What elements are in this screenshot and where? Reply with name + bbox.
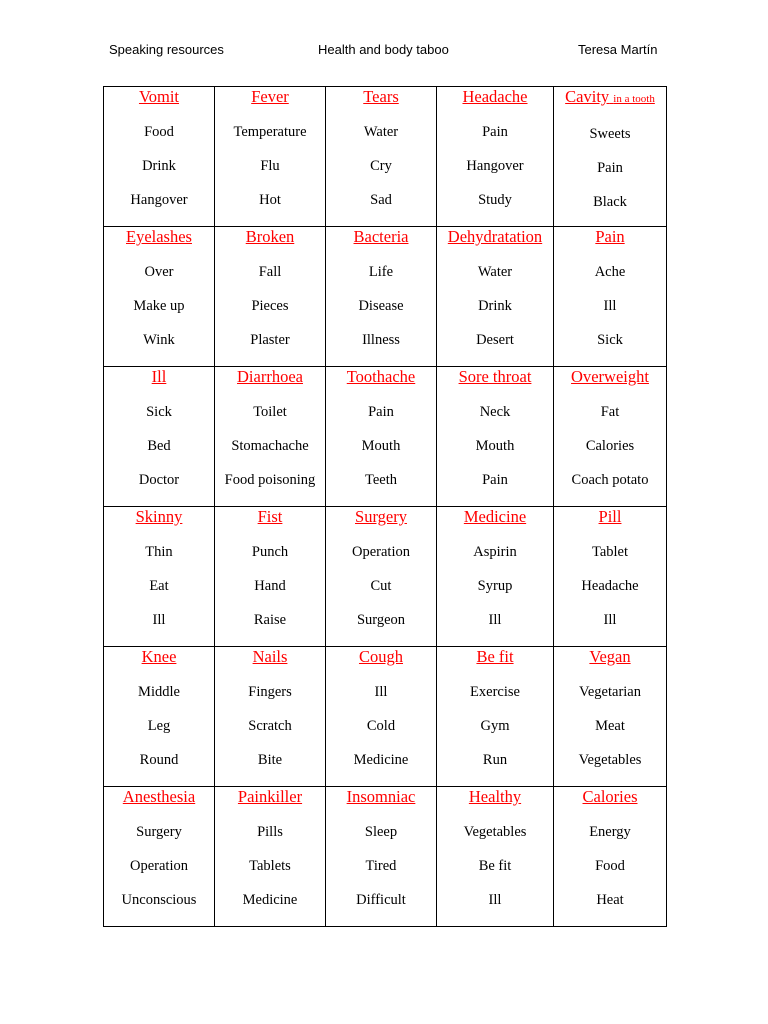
taboo-forbidden-word: Sick	[597, 332, 623, 348]
taboo-forbidden-word: Round	[139, 752, 179, 768]
taboo-forbidden-word: Vegetarian	[579, 684, 641, 700]
taboo-forbidden-word: Vegetables	[463, 824, 527, 840]
taboo-forbidden-word: Hangover	[466, 158, 524, 174]
taboo-card	[104, 227, 215, 367]
table-row	[104, 507, 667, 647]
taboo-card-title-word: Cavity	[565, 87, 610, 106]
taboo-forbidden-word: Gym	[480, 718, 510, 734]
taboo-forbidden-word: Teeth	[365, 472, 397, 488]
taboo-card-title	[215, 88, 325, 106]
taboo-card-title-word: Calories	[582, 787, 638, 806]
taboo-forbidden-word: Pain	[482, 124, 508, 140]
page-header	[0, 42, 768, 62]
taboo-card	[437, 367, 554, 507]
taboo-forbidden-word: Energy	[589, 824, 631, 840]
taboo-card-title-word: Diarrhoea	[237, 367, 303, 386]
taboo-forbidden-word: Surgeon	[356, 612, 406, 628]
taboo-card	[215, 87, 326, 227]
taboo-forbidden-word: Doctor	[138, 472, 180, 488]
taboo-forbidden-word: Ill	[603, 298, 617, 314]
taboo-forbidden-word: Pain	[482, 472, 508, 488]
taboo-forbidden-word: Mouth	[475, 438, 515, 454]
taboo-card-title	[554, 648, 666, 666]
taboo-forbidden-word: Eat	[149, 578, 169, 594]
taboo-forbidden-word: Be fit	[478, 858, 512, 874]
taboo-forbidden-word: Ill	[488, 892, 502, 908]
taboo-forbidden-word: Hand	[254, 578, 286, 594]
taboo-card-title	[326, 368, 436, 386]
taboo-card	[104, 367, 215, 507]
taboo-card-title	[437, 788, 553, 806]
table-row	[104, 367, 667, 507]
taboo-card-title	[437, 508, 553, 526]
taboo-card	[104, 507, 215, 647]
taboo-card	[554, 507, 667, 647]
taboo-forbidden-word: Study	[478, 192, 512, 208]
taboo-card	[554, 367, 667, 507]
taboo-forbidden-word: Food	[595, 858, 625, 874]
taboo-card-title	[326, 648, 436, 666]
taboo-card-title	[104, 228, 214, 246]
taboo-forbidden-word: Unconscious	[121, 892, 197, 908]
taboo-card-title-word: Healthy	[468, 787, 522, 806]
taboo-card-title	[104, 88, 214, 106]
taboo-card-title	[437, 228, 553, 246]
taboo-forbidden-word: Fingers	[248, 684, 292, 700]
taboo-forbidden-word: Black	[593, 194, 627, 210]
taboo-forbidden-word: Sleep	[364, 824, 398, 840]
taboo-forbidden-word: Medicine	[242, 892, 298, 908]
taboo-forbidden-word: Hangover	[130, 192, 188, 208]
taboo-forbidden-word: Aspirin	[473, 544, 517, 560]
taboo-card-title-word: Surgery	[355, 507, 407, 526]
taboo-forbidden-word: Pain	[368, 404, 394, 420]
taboo-card	[437, 647, 554, 787]
taboo-forbidden-word: Water	[363, 124, 399, 140]
taboo-forbidden-word: Vegetables	[578, 752, 642, 768]
taboo-forbidden-word: Desert	[476, 332, 514, 348]
taboo-forbidden-word: Make up	[133, 298, 185, 314]
taboo-forbidden-word: Punch	[251, 544, 289, 560]
taboo-card-title	[437, 88, 553, 106]
taboo-card-title	[554, 788, 666, 806]
taboo-forbidden-word: Disease	[358, 298, 404, 314]
taboo-forbidden-word: Food poisoning	[224, 472, 316, 488]
taboo-forbidden-word: Surgery	[136, 824, 182, 840]
taboo-card-title-word: Headache	[462, 87, 528, 106]
taboo-card-title	[215, 788, 325, 806]
table-row	[104, 787, 667, 927]
taboo-card	[437, 507, 554, 647]
taboo-forbidden-word: Middle	[138, 684, 180, 700]
taboo-card	[437, 227, 554, 367]
taboo-forbidden-word: Tired	[365, 858, 397, 874]
taboo-forbidden-word: Wink	[143, 332, 175, 348]
table-row	[104, 227, 667, 367]
taboo-card-title	[326, 508, 436, 526]
taboo-card	[326, 787, 437, 927]
table-row	[104, 647, 667, 787]
taboo-forbidden-word: Leg	[147, 718, 171, 734]
taboo-card	[326, 227, 437, 367]
taboo-card	[326, 647, 437, 787]
taboo-forbidden-word: Neck	[479, 404, 511, 420]
taboo-forbidden-word: Plaster	[250, 332, 290, 348]
taboo-card-title-word: Cough	[358, 647, 403, 666]
taboo-forbidden-word: Fall	[258, 264, 282, 280]
taboo-card-table	[103, 86, 667, 927]
taboo-card	[437, 787, 554, 927]
taboo-forbidden-word: Raise	[253, 612, 287, 628]
taboo-card-title	[104, 788, 214, 806]
taboo-card-title-word: Broken	[245, 227, 295, 246]
taboo-forbidden-word: Life	[368, 264, 394, 280]
taboo-card-title-word: Eyelashes	[126, 227, 192, 246]
taboo-card-table-body	[104, 87, 667, 927]
taboo-card-title-word: Nails	[252, 647, 288, 666]
taboo-forbidden-word: Syrup	[477, 578, 513, 594]
taboo-card-title-word: Fist	[257, 507, 283, 526]
table-row	[104, 87, 667, 227]
taboo-card-title-word: Be fit	[476, 647, 514, 666]
taboo-card-title-word: Painkiller	[237, 787, 303, 806]
taboo-card	[554, 227, 667, 367]
taboo-forbidden-word: Ill	[152, 612, 166, 628]
taboo-forbidden-word: Bite	[257, 752, 283, 768]
taboo-card	[326, 87, 437, 227]
taboo-forbidden-word: Pills	[257, 824, 283, 840]
taboo-card-title-word: Anesthesia	[122, 787, 196, 806]
taboo-card	[215, 787, 326, 927]
taboo-card-title-word: Fever	[251, 87, 289, 106]
taboo-forbidden-word: Run	[482, 752, 508, 768]
taboo-card-title	[326, 788, 436, 806]
taboo-card-title-word: Dehydratation	[447, 227, 543, 246]
taboo-card	[437, 87, 554, 227]
taboo-card-title	[104, 508, 214, 526]
taboo-card	[215, 367, 326, 507]
taboo-card-title	[326, 228, 436, 246]
taboo-forbidden-word: Toilet	[253, 404, 287, 420]
taboo-forbidden-word: Drink	[142, 158, 176, 174]
taboo-forbidden-word: Sad	[370, 192, 392, 208]
taboo-forbidden-word: Heat	[596, 892, 624, 908]
taboo-card-title	[215, 508, 325, 526]
taboo-forbidden-word: Meat	[595, 718, 625, 734]
taboo-forbidden-word: Drink	[478, 298, 512, 314]
taboo-forbidden-word: Temperature	[233, 124, 307, 140]
taboo-card-title-suffix: in a tooth	[613, 93, 655, 105]
taboo-forbidden-word: Ill	[488, 612, 502, 628]
taboo-card-title-word: Pain	[595, 227, 625, 246]
taboo-card-title	[104, 368, 214, 386]
taboo-forbidden-word: Thin	[145, 544, 173, 560]
taboo-card-title	[554, 368, 666, 386]
taboo-card	[554, 647, 667, 787]
taboo-forbidden-word: Sick	[146, 404, 172, 420]
taboo-forbidden-word: Pieces	[251, 298, 289, 314]
taboo-card	[326, 507, 437, 647]
taboo-forbidden-word: Stomachache	[231, 438, 309, 454]
taboo-forbidden-word: Difficult	[356, 892, 406, 908]
taboo-forbidden-word: Exercise	[470, 684, 520, 700]
taboo-card	[215, 507, 326, 647]
taboo-card-title-word: Insomniac	[346, 787, 416, 806]
taboo-card-title	[326, 88, 436, 106]
taboo-forbidden-word: Cold	[366, 718, 396, 734]
taboo-card-title-word: Ill	[151, 367, 167, 386]
taboo-forbidden-word: Coach potato	[571, 472, 649, 488]
taboo-forbidden-word: Sweets	[589, 126, 631, 142]
header-left-text: Speaking resources	[109, 42, 224, 57]
taboo-card-title	[554, 88, 666, 108]
taboo-card	[104, 787, 215, 927]
taboo-forbidden-word: Tablet	[591, 544, 629, 560]
taboo-card-title	[437, 648, 553, 666]
taboo-card-title	[554, 508, 666, 526]
taboo-forbidden-word: Cry	[370, 158, 392, 174]
taboo-forbidden-word: Cut	[370, 578, 392, 594]
taboo-card-title-word: Pill	[598, 507, 622, 526]
taboo-card-title-word: Overweight	[571, 367, 649, 386]
taboo-forbidden-word: Headache	[581, 578, 639, 594]
taboo-forbidden-word: Water	[477, 264, 513, 280]
taboo-card-title-word: Bacteria	[353, 227, 409, 246]
taboo-forbidden-word: Flu	[260, 158, 280, 174]
taboo-forbidden-word: Ache	[594, 264, 626, 280]
taboo-card	[554, 87, 667, 227]
taboo-card-title-word: Vegan	[589, 647, 631, 666]
taboo-card-title-word: Toothache	[346, 367, 416, 386]
taboo-forbidden-word: Pain	[597, 160, 623, 176]
taboo-forbidden-word: Mouth	[361, 438, 401, 454]
taboo-card-title-word: Knee	[141, 647, 177, 666]
taboo-card-title-word: Medicine	[463, 507, 527, 526]
taboo-card-title-word: Tears	[363, 87, 399, 106]
taboo-card-title	[215, 228, 325, 246]
taboo-card-title	[554, 228, 666, 246]
taboo-forbidden-word: Operation	[352, 544, 410, 560]
taboo-card-title	[104, 648, 214, 666]
taboo-card-title	[215, 648, 325, 666]
header-center-text: Health and body taboo	[318, 42, 449, 57]
taboo-forbidden-word: Food	[144, 124, 174, 140]
header-right-text: Teresa Martín	[578, 42, 658, 57]
taboo-card	[104, 87, 215, 227]
taboo-forbidden-word: Fat	[600, 404, 620, 420]
taboo-card	[215, 647, 326, 787]
taboo-forbidden-word: Hot	[259, 192, 281, 208]
taboo-forbidden-word: Scratch	[248, 718, 292, 734]
taboo-forbidden-word: Bed	[147, 438, 171, 454]
taboo-card-title-word: Vomit	[138, 87, 180, 106]
taboo-forbidden-word: Calories	[585, 438, 635, 454]
taboo-card-title	[437, 368, 553, 386]
taboo-card	[326, 367, 437, 507]
taboo-card-title-word: Skinny	[135, 507, 183, 526]
taboo-forbidden-word: Ill	[603, 612, 617, 628]
taboo-card-title-word: Sore throat	[458, 367, 532, 386]
taboo-forbidden-word: Over	[144, 264, 174, 280]
taboo-forbidden-word: Tablets	[249, 858, 291, 874]
taboo-forbidden-word: Illness	[362, 332, 400, 348]
taboo-card	[215, 227, 326, 367]
taboo-card	[104, 647, 215, 787]
taboo-forbidden-word: Ill	[374, 684, 388, 700]
taboo-forbidden-word: Medicine	[353, 752, 409, 768]
taboo-card	[554, 787, 667, 927]
taboo-forbidden-word: Operation	[130, 858, 188, 874]
taboo-card-title	[215, 368, 325, 386]
